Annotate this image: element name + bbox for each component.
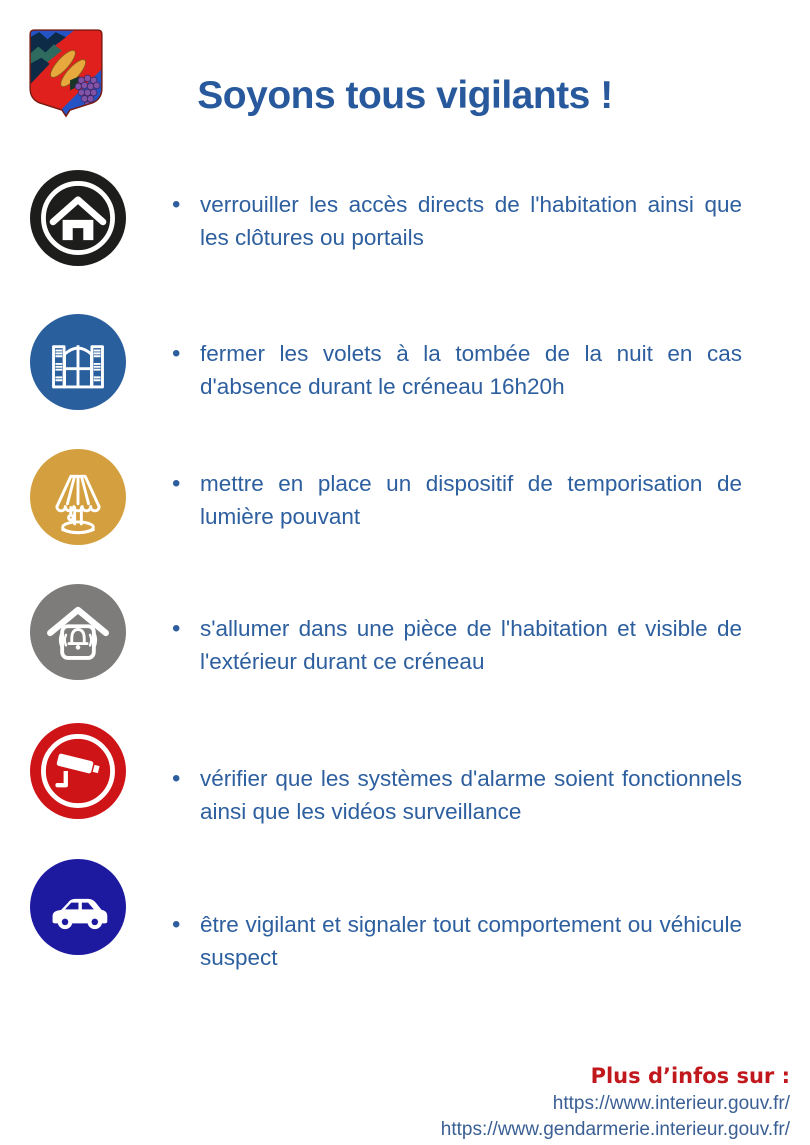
- bullet-marker: •: [172, 615, 181, 642]
- bullet-marker: •: [172, 911, 181, 938]
- list-item-text: s'allumer dans une pièce de l'habitation et visible de l'extérieur durant ce créneau: [200, 616, 742, 674]
- footer: [441, 1064, 790, 1143]
- list-item: [172, 337, 742, 403]
- list-item: [172, 467, 742, 533]
- list-item: [172, 762, 742, 828]
- footer-link-interieur: https://www.interieur.gouv.fr/: [552, 1093, 790, 1114]
- list-item: [172, 188, 742, 254]
- footer-link-gendarmerie: https://www.gendarmerie.interieur.gouv.fr/: [440, 1119, 790, 1140]
- house-icon: [30, 170, 126, 266]
- lamp-icon: [30, 449, 126, 545]
- list-item-text: verrouiller les accès directs de l'habitation ainsi que les clôtures ou portails: [200, 192, 742, 250]
- list-item-text: mettre en place un dispositif de temporisation de lumière pouvant: [200, 471, 742, 529]
- bullet-marker: •: [172, 191, 181, 218]
- cctv-camera-icon: [30, 723, 126, 819]
- car-icon: [30, 859, 126, 955]
- list-item-text: être vigilant et signaler tout comportement ou véhicule suspect: [200, 912, 742, 970]
- bullet-marker: •: [172, 470, 181, 497]
- window-shutters-icon: [30, 314, 126, 410]
- list-item: [172, 612, 742, 678]
- list-item-text: vérifier que les systèmes d'alarme soient fonctionnels ainsi que les vidéos surveillance: [200, 766, 742, 824]
- page-title: Soyons tous vigilants !: [197, 74, 613, 117]
- footer-heading: Plus d’infos sur :: [590, 1064, 790, 1088]
- list-item-text: fermer les volets à la tombée de la nuit en cas d'absence durant le créneau 16h20h: [200, 341, 742, 399]
- bullet-marker: •: [172, 340, 181, 367]
- bullet-marker: •: [172, 765, 181, 792]
- house-alarm-icon: [30, 584, 126, 680]
- list-item: [172, 908, 742, 974]
